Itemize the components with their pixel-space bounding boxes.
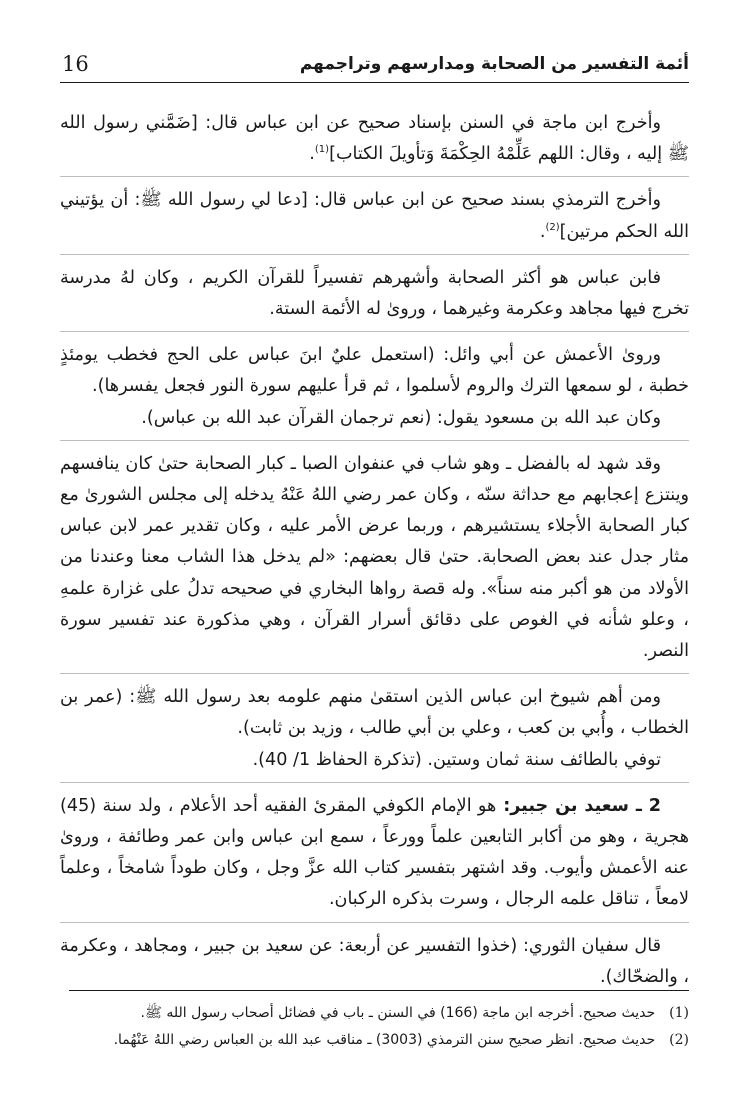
paragraph-tail: . (539, 221, 546, 242)
paragraph-thawri: قال سفيان الثوري: (خذوا التفسير عن أربعة: عن سعيد بن جبير ، ومجاهد ، وعكرمة ، والضحّاك). (60, 935, 689, 987)
footnote-ref-2: (2) (545, 221, 560, 233)
paragraph-divider (60, 254, 689, 255)
paragraph-divider (60, 331, 689, 332)
paragraph-tail: . (309, 144, 315, 165)
running-title: أئمة التفسير من الصحابة ومدارسهم وتراجمهم (299, 54, 689, 74)
footnote-number: (2) (669, 1032, 689, 1048)
paragraph-ibn-masud: وكان عبد الله بن مسعود يقول: (نعم ترجمان القرآن عبد الله بن عباس). (141, 407, 661, 428)
paragraph-ibn-majah (60, 108, 689, 170)
paragraph-death: توفي بالطائف سنة ثمان وستين. (تذكرة الحفاظ 1/ 40). (252, 749, 661, 770)
paragraph-text: هو الإمام الكوفي المقرئ الفقيه أحد الأعلام ، ولد سنة (45) هجرية ، وهو من أكابر التابعين علماً وورعاً ، سمع ابن عباس وابن عمر وطائفة ، وروىٰ عنه الأعمش وأيوب. وقد اشتهر بتفسير كتاب الله عزَّ وجل ، وكان طوداً شامخاً ، وعلماً لامعاً ، تناقل علمه الرجال ، وسرت بذكره الركبان. (60, 795, 689, 910)
paragraph-ibn-abbas: فابن عباس هو أكثر الصحابة وأشهرهم تفسيراً للقرآن الكريم ، وكان لهُ مدرسة تخرج فيها مجاهد وعكرمة وغيرهما ، وروىٰ له الأئمة الستة. (60, 267, 689, 320)
paragraph-divider (60, 673, 689, 674)
footnote-separator (69, 990, 689, 991)
paragraph-divider (60, 176, 689, 177)
paragraph-text: وأخرج ابن ماجة في السنن بإسناد صحيح عن ابن عباس قال: [ضَمَّني رسول الله ﷺ إليه ، وقال: اللهم عَلِّمْهُ الحِكْمَةَ وَتأويلَ الكتاب] (60, 113, 689, 165)
footnote-text: حديث صحيح. أخرجه ابن ماجة (166) في السنن ـ باب في فضائل أصحاب رسول الله ﷺ. (140, 1005, 656, 1021)
footnote-item (60, 1027, 689, 1054)
main-text (60, 108, 689, 993)
page-number: 16 (62, 52, 89, 76)
page-header (60, 48, 689, 83)
footnotes (60, 1000, 689, 1054)
paragraph-text: وأخرج الترمذي بسند صحيح عن ابن عباس قال: [دعا لي رسول الله ﷺ: أن يؤتيني الله الحكم مرتين] (60, 190, 689, 242)
paragraph-divider (60, 440, 689, 441)
footnote-number: (1) (669, 1005, 689, 1021)
section-heading: 2 ـ سعيد بن جبير: (496, 795, 661, 816)
paragraph-divider (60, 782, 689, 783)
footnote-item (60, 1000, 689, 1027)
paragraph-virtue: وقد شهد له بالفضل ـ وهو شاب في عنفوان الصبا ـ كبار الصحابة حتىٰ كان ينافسهم وينتزع إعجابهم مع حداثة سنّه ، وكان عمر رضي اللهُ عَنْهُ يدخله إلى مجلس الشورىٰ مع كبار الصحابة الأجلاء يستشيرهم ، وربما عرض الأمر عليه ، وكان تقدير عمر لابن عباس مثار جدل عند بعض الصحابة. حتىٰ قال بعضهم: «لم يدخل هذا الشاب معنا وعندنا من الأولاد من هو أكبر منه سناً». وله قصة رواها البخاري في صحيحه تدلُ على غزارة علمهِ ، وعلو شأنه في الغوص على دقائق أسرار القرآن ، وهي مذكورة عند تفسير سورة النصر. (60, 453, 689, 662)
paragraph-teachers: ومن أهم شيوخ ابن عباس الذين استقىٰ منهم علومه بعد رسول الله ﷺ: (عمر بن الخطاب ، وأُبي بن كعب ، وعلي بن أبي طالب ، وزيد بن ثابت). (60, 687, 689, 739)
paragraph-tirmidhi (60, 185, 689, 247)
footnote-text: حديث صحيح. انظر صحيح سنن الترمذي (3003) ـ مناقب عبد الله بن العباس رضي اللهُ عَنْهُما. (113, 1032, 656, 1048)
paragraph-amash: وروىٰ الأعمش عن أبي وائل: (استعمل عليٌ ابنَ عباس على الحج فخطب يومئذٍ خطبة ، لو سمعها الترك والروم لأسلموا ، ثم قرأ عليهم سورة النور فجعل يفسرها). (60, 345, 689, 397)
footnote-ref-1: (1) (314, 144, 330, 156)
paragraph-said-ibn-jubayr (60, 791, 689, 916)
paragraph-divider (60, 922, 689, 923)
